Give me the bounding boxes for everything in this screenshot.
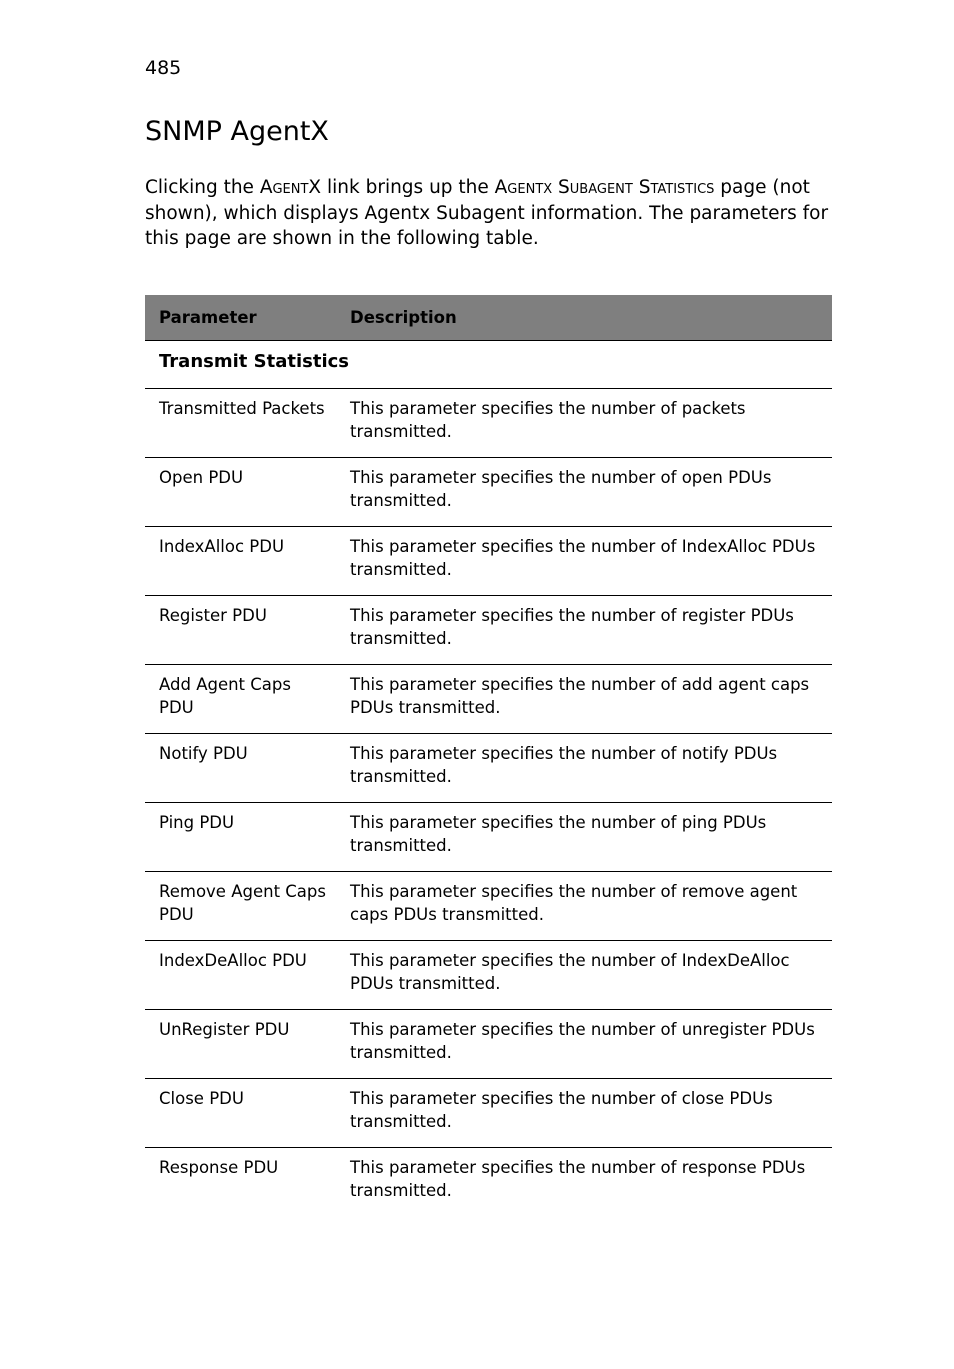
parameter-cell: Response PDU [159, 1158, 279, 1177]
description-cell: This parameter specifies the number of ping PDUs transmitted. [336, 803, 832, 872]
description-cell: This parameter specifies the number of remove agent caps PDUs transmitted. [336, 872, 832, 941]
parameter-cell: Register PDU [145, 596, 336, 665]
table-row [145, 941, 832, 1010]
table-row [145, 389, 832, 458]
parameter-column-header: Parameter [145, 295, 336, 341]
parameter-cell: UnRegister PDU [145, 1010, 336, 1079]
parameter-table [145, 295, 832, 1216]
table-row [145, 1079, 832, 1148]
table-row [145, 734, 832, 803]
parameter-cell: Transmitted Packets [145, 389, 336, 458]
table-header-row [145, 295, 832, 341]
description-cell: This parameter specifies the number of add agent caps PDUs transmitted. [336, 665, 832, 734]
description-column-header: Description [336, 295, 832, 341]
description-cell: This parameter specifies the number of close PDUs transmitted. [336, 1079, 832, 1148]
intro-text-3: page (not shown), which displays Agentx Subagent information. The parameters for this page are shown in the following table. [145, 177, 829, 249]
table-row [145, 527, 832, 596]
table-row [145, 665, 832, 734]
parameter-cell: Close PDU [145, 1079, 336, 1148]
intro-text-2: link brings up the [321, 177, 495, 198]
parameter-cell: IndexAlloc PDU [145, 527, 336, 596]
parameter-cell: Notify PDU [145, 734, 336, 803]
description-cell: This parameter specifies the number of IndexAlloc PDUs transmitted. [336, 527, 832, 596]
subagent-statistics-page-name: Agentx Subagent Statistics [494, 177, 715, 198]
section-row [145, 341, 832, 389]
parameter-cell: Add Agent Caps PDU [145, 665, 336, 734]
description-cell: This parameter specifies the number of packets transmitted. [336, 389, 832, 458]
transmit-statistics-label: Transmit Statistics [145, 341, 832, 389]
page-number: 485 [145, 57, 182, 79]
parameter-cell: Open PDU [145, 458, 336, 527]
table-row [145, 1148, 832, 1217]
table-row [145, 596, 832, 665]
table-row [145, 803, 832, 872]
page-title: SNMP AgentX [145, 116, 329, 147]
intro-paragraph [145, 175, 835, 252]
description-cell: This parameter specifies the number of register PDUs transmitted. [336, 596, 832, 665]
table-row [145, 872, 832, 941]
description-cell: This parameter specifies the number of response PDUs transmitted. [350, 1158, 806, 1200]
description-cell: This parameter specifies the number of open PDUs transmitted. [336, 458, 832, 527]
intro-text-1: Clicking the [145, 177, 260, 198]
parameter-cell: Ping PDU [145, 803, 336, 872]
table-row [145, 458, 832, 527]
description-cell: This parameter specifies the number of notify PDUs transmitted. [336, 734, 832, 803]
description-cell: This parameter specifies the number of unregister PDUs transmitted. [336, 1010, 832, 1079]
table-row [145, 1010, 832, 1079]
parameter-cell: IndexDeAlloc PDU [145, 941, 336, 1010]
parameter-cell: Remove Agent Caps PDU [145, 872, 336, 941]
agentx-link-name: AgentX [259, 177, 322, 198]
description-cell: This parameter specifies the number of IndexDeAlloc PDUs transmitted. [336, 941, 832, 1010]
